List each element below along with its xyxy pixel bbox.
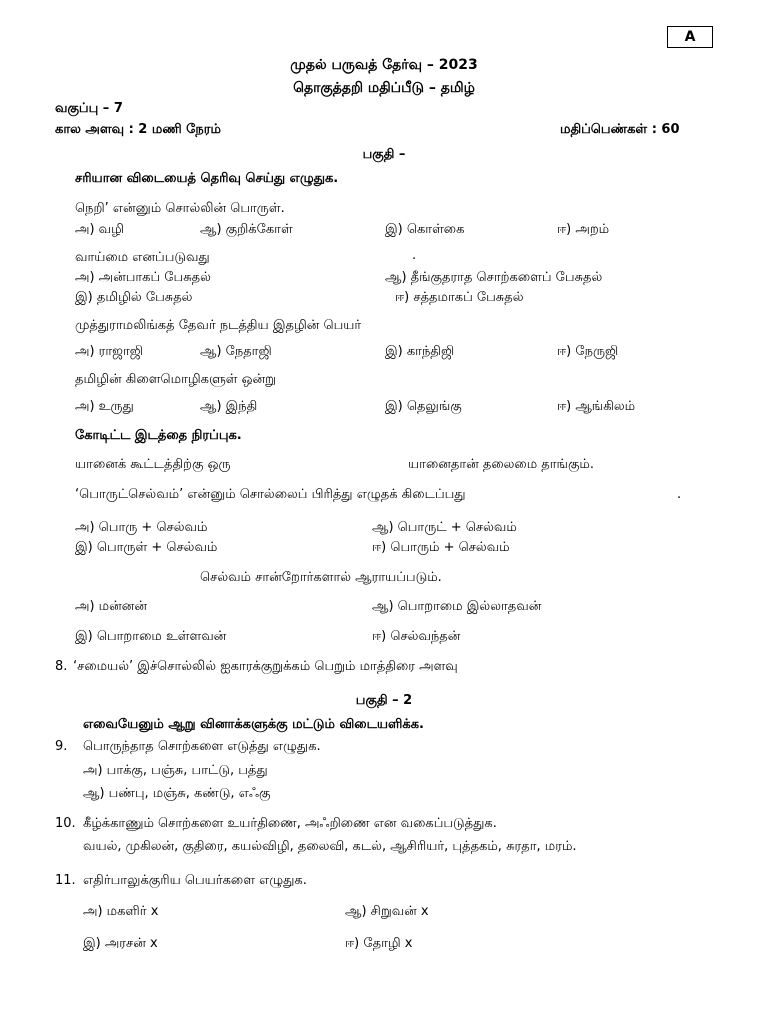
question-text: கீழ்க்காணும் சொற்களை உயர்திணை, அஃறிணை என வகைப்படுத்துக. — [83, 816, 497, 831]
option: ஆ) பொருட் + செல்வம் — [372, 520, 517, 535]
paper-code-box: A — [667, 26, 713, 48]
answer-blank-dot: . — [677, 487, 682, 502]
option: அ) மகளிர் x — [83, 904, 159, 919]
option: ஆ) பொறாமை இல்லாதவன் — [372, 599, 542, 614]
class-label: வகுப்பு – 7 — [55, 101, 123, 116]
option: ஆ) சிறுவன் x — [345, 904, 429, 919]
word-list: வயல், முகிலன், குதிரை, கயல்விழி, தலைவி, கடல், ஆசிரியர், புத்தகம், சுரதா, மரம். — [83, 839, 577, 854]
option: இ) தெலுங்கு — [385, 399, 462, 414]
question-number: 10. — [55, 816, 76, 831]
option: அ) அன்பாகப் பேசுதல் — [75, 270, 211, 285]
option: இ) பொருள் + செல்வம் — [75, 540, 218, 555]
option: ஈ) ஆங்கிலம் — [557, 399, 636, 414]
part2-title: பகுதி – 2 — [355, 693, 413, 708]
fill-question-start: யானைக் கூட்டத்திற்கு ஒரு — [75, 457, 231, 472]
part1-instruction: சரியான விடையைத் தெரிவு செய்து எழுதுக. — [75, 171, 339, 186]
option: அ) உருது — [75, 399, 134, 414]
question-text: நெறி’ என்னும் சொல்லின் பொருள். — [75, 201, 285, 216]
fill-blanks-title: கோடிட்ட இடத்தை நிரப்புக. — [75, 428, 242, 443]
option: இ) கொள்கை — [385, 222, 465, 237]
question-text: பொருந்தாத சொற்களை எடுத்து எழுதுக. — [83, 739, 321, 754]
option: ஆ) தீங்குதராத சொற்களைப் பேசுதல் — [385, 270, 603, 285]
option: ஆ) நேதாஜி — [200, 344, 272, 359]
option: அ) பாக்கு, பஞ்சு, பாட்டு, பத்து — [83, 763, 268, 778]
question-text: தமிழின் கிளைமொழிகளுள் ஒன்று — [75, 372, 276, 387]
option: அ) ராஜாஜி — [75, 344, 144, 359]
option: ஈ) செல்வந்தன் — [372, 629, 461, 644]
option: அ) பொரு + செல்வம் — [75, 520, 208, 535]
option: ஆ) பண்பு, மஞ்சு, கண்டு, எஃகு — [83, 786, 271, 801]
answer-blank-dot: . — [412, 248, 417, 263]
question-number: 11. — [55, 873, 76, 888]
exam-title: முதல் பருவத் தேர்வு – 2023 — [290, 57, 478, 73]
question-text: ‘சமையல்’ இச்சொல்லில் ஐகாரக்குறுக்கம் பெறும் மாத்திரை அளவு — [73, 659, 458, 674]
option: ஈ) தோழி x — [345, 936, 413, 951]
duration-label: கால அளவு : 2 மணி நேரம் — [55, 122, 221, 137]
option: ஆ) இந்தி — [200, 399, 258, 414]
option: இ) அரசன் x — [83, 936, 158, 951]
option: அ) மன்னன் — [75, 599, 147, 614]
option: ஆ) குறிக்கோள் — [200, 222, 293, 237]
marks-label: மதிப்பெண்கள் : 60 — [560, 122, 680, 137]
question-text: வாய்மை எனப்படுவது — [75, 250, 210, 265]
part1-title: பகுதி – — [362, 147, 406, 162]
fill-question-end: யானைதான் தலைமை தாங்கும். — [408, 457, 595, 472]
option: ஈ) நேருஜி — [557, 344, 619, 359]
option: இ) தமிழில் பேசுதல் — [75, 290, 193, 305]
option: ஈ) பொரும் + செல்வம் — [372, 540, 510, 555]
question-text: செல்வம் சான்றோர்களால் ஆராயப்படும். — [200, 570, 442, 585]
option: அ) வழி — [75, 222, 124, 237]
option: ஈ) சத்தமாகப் பேசுதல் — [395, 290, 524, 305]
question-number: 9. — [55, 739, 68, 754]
option: இ) பொறாமை உள்ளவன் — [75, 629, 227, 644]
option: ஈ) அறம் — [557, 222, 610, 237]
exam-subtitle: தொகுத்தறி மதிப்பீடு – தமிழ் — [293, 80, 475, 96]
split-question: ‘பொருட்செல்வம்’ என்னும் சொல்லைப் பிரித்து எழுதக் கிடைப்பது — [75, 487, 466, 502]
question-text: எதிர்பாலுக்குரிய பெயர்களை எழுதுக. — [83, 873, 307, 888]
option: இ) காந்திஜி — [385, 344, 455, 359]
part2-instruction: எவையேனும் ஆறு வினாக்களுக்கு மட்டும் விடையளிக்க. — [83, 717, 424, 732]
question-number: 8. — [55, 659, 68, 674]
question-text: முத்துராமலிங்கத் தேவர் நடத்திய இதழின் பெயர் — [75, 318, 362, 333]
